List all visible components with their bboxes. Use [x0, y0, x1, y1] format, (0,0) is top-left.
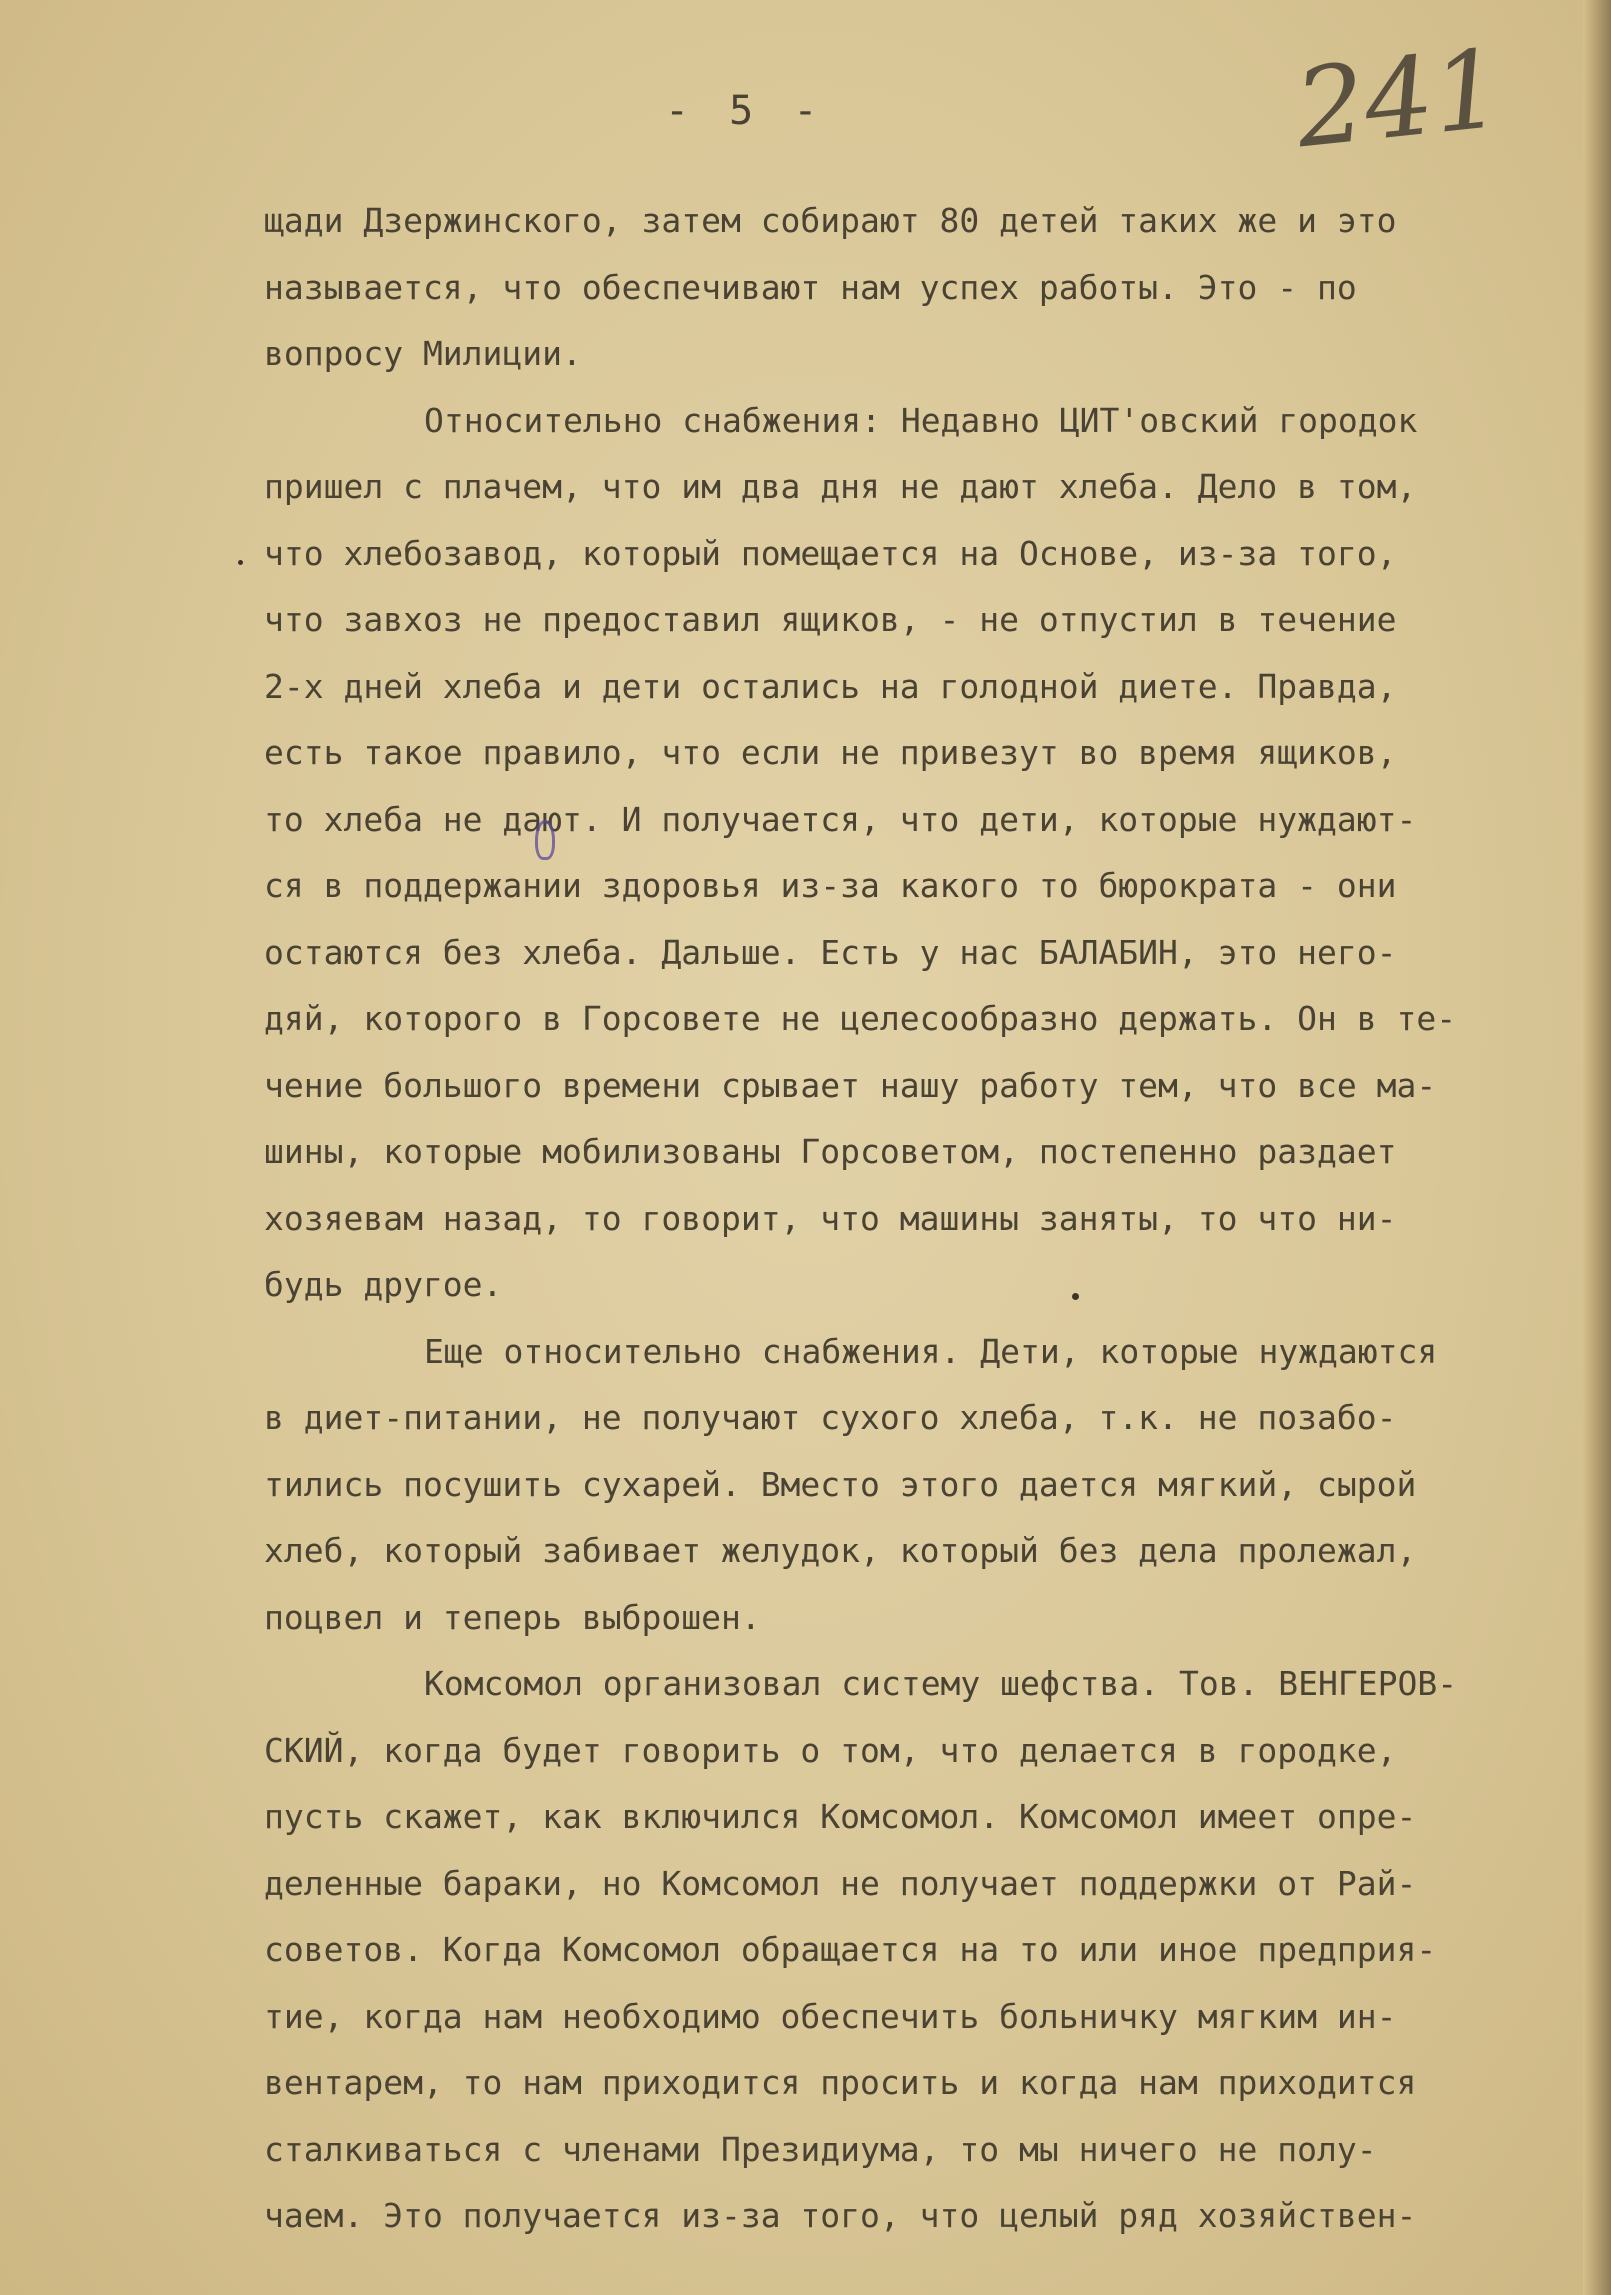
text-line: остаются без хлеба. Дальше. Есть у нас БАЛАБИН, это него-: [264, 932, 1397, 972]
text-line: Еще относительно снабжения. Дети, которые нуждаются: [424, 1331, 1438, 1371]
text-line: Относительно снабжения: Недавно ЦИТ'овский городок: [424, 400, 1418, 440]
text-line: хлеб, который забивает желудок, который без дела пролежал,: [264, 1531, 1417, 1570]
text-line: тились посушить сухарей. Вместо этого дается мягкий, сырой: [264, 1464, 1417, 1504]
text-line: будь другое.: [264, 1265, 503, 1304]
text-line: СКИЙ, когда будет говорить о том, что делается в городке,: [264, 1730, 1397, 1770]
text-line: то хлеба не дают. И получается, что дети, которые нуждают-: [264, 799, 1417, 839]
stray-ink-dot: [238, 560, 243, 565]
text-line: ся в поддержании здоровья из-за какого то бюрократа - они: [264, 866, 1397, 905]
text-line: называется, что обеспечивают нам успех работы. Это - по: [264, 267, 1357, 307]
text-line: чаем. Это получается из-за того, что целый ряд хозяйствен-: [264, 2196, 1417, 2235]
text-line: Комсомол организовал систему шефства. Тов. ВЕНГЕРОВ-: [424, 1664, 1458, 1703]
text-line: 2-х дней хлеба и дети остались на голодной диете. Правда,: [264, 666, 1397, 706]
text-line: советов. Когда Комсомол обращается на то или иное предприя-: [264, 1930, 1437, 1969]
text-line: в диет-питании, не получают сухого хлеба, т.к. не позабо-: [264, 1398, 1397, 1437]
typed-body-text: [264, 188, 1554, 2250]
text-line: вентарем, то нам приходится просить и когда нам приходится: [264, 2063, 1417, 2102]
archive-page-number-handwritten: 241: [1290, 26, 1509, 173]
text-line: сталкиваться с членами Президиума, то мы ничего не полу-: [264, 2129, 1377, 2169]
text-line: что хлебозавод, который помещается на Основе, из-за того,: [264, 533, 1397, 573]
text-line: тие, когда нам необходимо обеспечить больничку мягким ин-: [264, 1996, 1397, 2036]
text-line: вопросу Милиции.: [264, 334, 582, 373]
text-line: что завхоз не предоставил ящиков, - не отпустил в течение: [264, 600, 1397, 639]
text-line: хозяевам назад, то говорит, что машины заняты, то что ни-: [264, 1198, 1397, 1238]
text-line: дяй, которого в Горсовете не целесообразно держать. Он в те-: [264, 999, 1457, 1038]
page-number: - 5 -: [665, 88, 826, 134]
text-line: щади Дзержинского, затем собирают 80 детей таких же и это: [264, 201, 1397, 240]
text-line: деленные бараки, но Комсомол не получает поддержки от Рай-: [264, 1863, 1417, 1903]
text-line: поцвел и теперь выброшен.: [264, 1597, 761, 1637]
text-line: пришел с плачем, что им два дня не дают хлеба. Дело в том,: [264, 467, 1417, 506]
violet-ink-correction-mark: [535, 820, 555, 860]
text-line: пусть скажет, как включился Комсомол. Комсомол имеет опре-: [264, 1797, 1417, 1836]
stray-ink-dot: [1072, 1293, 1079, 1300]
text-line: чение большого времени срывает нашу работу тем, что все ма-: [264, 1065, 1437, 1105]
text-line: шины, которые мобилизованы Горсоветом, постепенно раздает: [264, 1132, 1397, 1171]
text-line: есть такое правило, что если не привезут во время ящиков,: [264, 733, 1397, 772]
paper-edge-shadow: [1583, 0, 1611, 2295]
